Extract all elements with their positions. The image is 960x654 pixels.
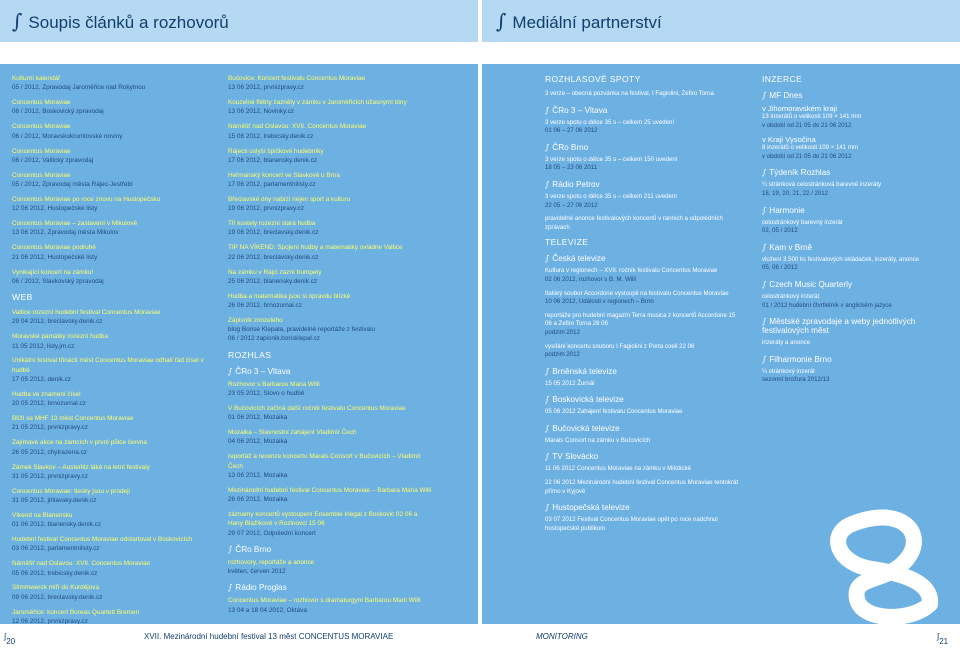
entry-title: Heřmanský koncert ve Slavkově u Brna [228, 171, 340, 179]
entry-title: Kulturní kalendář [12, 75, 61, 82]
subheading-ct [545, 253, 741, 263]
entry-source: květen, červen 2012 [228, 568, 286, 576]
item-text: 3 verze – obecná pozvánka na festival, I Fagiolini, Zefiro Torna [545, 90, 714, 97]
item-text: vložení 3.500 ks festivalových skládaček, inzeráty, anonce [762, 255, 920, 263]
item-meta: v období od 21 05 do 21 06 2012 [762, 152, 852, 160]
integral-hook-icon: ∫ [545, 365, 550, 376]
list-item [228, 316, 433, 344]
footer-festival-title: XVII. Mezinárodní hudební festival 13 měst CONCENTUS MORAVIAE [144, 632, 394, 641]
subheading-cro-brno [545, 142, 741, 152]
entry-title: Concentus Moraviae: tlesky jsou v prodeji [12, 487, 130, 495]
subheading-petrov [545, 179, 741, 189]
entry-source: 13 06 2012, Zpravodaj města Mikulov [12, 229, 119, 237]
section-heading-rozhlas: ROZHLAS [228, 349, 272, 360]
item-text: 11 06 2012 Concentus Moraviae na zámku v Milotické [545, 465, 691, 473]
entry-title: Zámek Slavkov – Austerlitz láká na letní festivaly [12, 463, 150, 471]
list-item [228, 219, 433, 238]
list-item [228, 98, 433, 117]
list-item [12, 511, 217, 530]
item-meta: podzim 2012 [545, 351, 580, 359]
list-item [228, 195, 433, 214]
subheading-label: MF Dnes [769, 91, 803, 100]
left-header [0, 0, 478, 42]
integral-hook-icon: ∫ [228, 365, 233, 376]
item-text: 22 06 2012 Mezinárodní hudební festival Concentus Moraviae tentokrát přímo v Kyjově [545, 479, 739, 495]
list-item [545, 156, 741, 173]
entry-title: Víkend na Blanensku [12, 511, 73, 519]
list-item [228, 243, 433, 262]
item-text: celostránkový barevný inzerát [762, 218, 843, 226]
item-text: inzeráty a anonce [762, 339, 811, 347]
subheading-label: Hustopečská televize [552, 503, 630, 513]
entry-source: 01 06 2012, Mozaika [228, 414, 288, 422]
item-meta: 10 06 2012, Události v regionech – Brno [545, 298, 654, 306]
subheading-bucovicka [545, 423, 741, 433]
entry-title: Rájecti uslyší špičkové hudebníky [228, 147, 324, 155]
entry-title: Hudba a matematika jsou si opravdu blízké [228, 292, 351, 300]
subheading-label: Rádio Proglas [235, 583, 287, 593]
entry-title: Rozhovor s Barbarou Maria Willi [228, 380, 320, 388]
item-meta: 02, 05 / 2012 [762, 227, 798, 235]
list-item [545, 290, 741, 307]
list-item [12, 608, 217, 624]
left-page-title: ∫ Soupis článků a rozhovorů [12, 9, 229, 33]
subheading-inzerce [762, 316, 952, 335]
entry-title: Concentus Moraviae [12, 171, 71, 179]
integral-hook-icon: ∫ [545, 394, 550, 405]
entry-source: 05 06 2012, trebicsky.denik.cz [12, 569, 98, 577]
footer-page-number: ∫ 21 [937, 632, 949, 646]
item-text: 15 05 2012 Žurnál [545, 379, 595, 387]
entry-source: 04 06 2012, Mozaika [228, 438, 288, 446]
integral-hook-icon: ∫ [496, 9, 507, 33]
list-item [12, 463, 217, 482]
subheading-inzerce [762, 205, 952, 215]
right-column-radio-tv [545, 74, 741, 538]
list-item [545, 465, 741, 474]
item-text: reportáže pro hudební magazín Terra musica z koncertů Accordone 15 06 a Zefiro Torna 28 06 [545, 311, 736, 328]
item-meta: 02 06 2012, rozhovor s B. M. Willi [545, 275, 637, 283]
entry-source: 06 / 2012, Boskovický zpravodaj [12, 108, 104, 116]
entry-source: 05 / 2012, Zpravodaj města Rájec-Jestřebí [12, 181, 133, 189]
item-meta: v období od 21 05 do 21 06 2012 [762, 121, 852, 129]
list-item [12, 308, 217, 327]
subheading-vltava [545, 105, 741, 115]
left-page [0, 0, 478, 654]
entry-title: Concentus Moraviae [12, 123, 71, 131]
integral-hook-icon: ∫ [12, 9, 23, 33]
subheading-inzerce [762, 90, 952, 100]
section-heading-radio-spots: ROZHLASOVÉ SPOTY [545, 74, 641, 84]
entry-source: 31 05 2012, jihlavsky.denik.cz [12, 497, 97, 504]
list-item [12, 390, 217, 409]
entry-title: Vynikající koncert na zámku! [12, 268, 94, 276]
list-item [228, 122, 433, 141]
entry-title: Bučovice: Koncert festivalu Concentus Moraviae [228, 75, 366, 82]
inzerce-region: v Jihomoravském kraji [762, 104, 838, 113]
list-item [228, 404, 433, 423]
entry-title: Kouzelné flétny zazněly v zámku v Jaroměřicích úžasnými tóny [228, 99, 407, 107]
infinity-eight-icon [812, 504, 952, 624]
entry-title: rozhovory, reportáže a anonce [228, 558, 315, 566]
subheading-label: ČRo 3 – Vltava [235, 366, 291, 376]
list-item [12, 74, 217, 93]
entry-title: reportáž a recenze koncertu Marais Consort v Bučovicích – Vladimír Čech [228, 453, 421, 470]
entry-title: Concentus Moraviae – rozhovor s dramaturgyní Barbarou Marií Willi [228, 597, 421, 605]
section-heading-inzerce: INZERCE [762, 74, 803, 84]
left-column-1 [12, 74, 217, 624]
entry-source: 06 / 2012, Moravskokrumlovské noviny [12, 132, 123, 140]
subheading-boskovicka [545, 394, 741, 404]
item-text: ¼ stránkový inzerát [762, 367, 815, 375]
entry-source: 21 06 2012, Hustopečské listy [12, 253, 98, 261]
list-item [228, 428, 433, 447]
subheading-label: Filharmonie Brno [769, 354, 832, 364]
left-content-panel [0, 64, 478, 624]
entry-title: Concentus Moraviae podruhé [12, 244, 96, 252]
list-item [12, 559, 217, 578]
integral-hook-icon: ∫ [762, 204, 767, 215]
item-meta: 05, 06 / 2012 [762, 264, 798, 272]
list-item [762, 113, 952, 130]
inzerce-region: v Kraji Vysočina [762, 135, 816, 145]
list-item [12, 243, 217, 262]
item-text: pravidelné anonce festivalových koncertů v rannich a odpoledních zprávách [545, 215, 723, 231]
subheading-label: Týdeník Rozhlas [769, 168, 831, 178]
list-item [762, 256, 952, 273]
entry-title: Unikátní festival třinácti měst Concentus Moraviae odhalí řád čísel v hudbě [12, 357, 204, 374]
entry-source: 11 05 2012, listy.jm.cz [12, 342, 75, 350]
subheading-label: Boskovická televize [552, 395, 624, 405]
item-meta: 18, 19, 20, 21, 22 / 2012 [762, 189, 829, 197]
list-item [12, 535, 217, 554]
integral-hook-icon: ∫ [762, 241, 767, 252]
subheading-label: Bučovická televize [552, 423, 620, 433]
item-meta: 01 / 2012 hudební čtvrtletník v anglickém jazyce [762, 301, 892, 309]
integral-hook-icon: ∫ [762, 90, 767, 100]
subheading-brnenska [545, 366, 741, 376]
item-text: Italský soubor Accordone vystoupil na festivalu Concentus Moraviae [545, 289, 729, 297]
list-item [12, 219, 217, 238]
entry-title: Stimmwerck míří do Kurdějova [12, 584, 100, 592]
entry-title: Valtice rozezní hudební festival Concentus Moraviae [12, 309, 161, 317]
entry-source: 09 06 2012, breclavsky.denik.cz [12, 593, 103, 601]
entry-source: 15 06 2012, trebicsky.denik.cz [228, 132, 314, 140]
entry-source: 06 / 2012, Valtický zpravodaj [12, 156, 94, 164]
list-item [545, 380, 741, 389]
left-column-2 [228, 74, 433, 621]
entry-title: Concentus Moraviae – zastavení v Mikulově [12, 220, 138, 228]
list-item [228, 510, 433, 538]
list-item [228, 486, 433, 505]
item-text: 3 verze spotu o délce 35 s – celkem 25 uvedení [545, 118, 675, 126]
list-item [545, 312, 741, 338]
item-text: Marais Consort na zámku v Bučovicích [545, 436, 651, 444]
list-item [545, 267, 741, 284]
subheading-label: Kam v Brně [769, 242, 813, 252]
section-heading-tv: TELEVIZE [545, 237, 589, 248]
entry-source: 13 06 2012, prvnizpravy.cz [228, 84, 304, 92]
entry-title: Concentus Moraviae [12, 147, 71, 155]
integral-hook-icon: ∫ [545, 104, 550, 115]
list-item [228, 558, 433, 577]
list-item [228, 74, 433, 93]
entry-title: V Bučovicích začíná další ročník festivalu Concentus Moraviae [228, 404, 406, 412]
subheading-label: Česká televize [552, 254, 606, 264]
list-item [12, 268, 217, 287]
entry-title: Zajímavé akce na zámcích v první půlce června [12, 439, 147, 447]
list-item [12, 487, 217, 506]
right-footer [482, 627, 960, 647]
integral-hook-icon: ∫ [545, 451, 550, 462]
entry-source: 29 04 2012, breclavsky.denik.cz [12, 318, 103, 326]
list-item [12, 356, 217, 384]
list-item [545, 119, 741, 136]
entry-source: 26 06 2012, brnozurnal.cz [228, 301, 302, 309]
entry-title: Náměšť nad Oslavou: XVII. Concentus Moraviae [228, 123, 367, 131]
list-item [228, 596, 433, 615]
integral-hook-icon: ∫ [762, 167, 767, 178]
list-item [228, 292, 433, 311]
integral-hook-icon: ∫ [545, 253, 550, 264]
entry-source: 19 06 2012, breclavsky.denik.cz [228, 229, 319, 237]
entry-source: 17 05 2012, denik.cz [12, 376, 71, 384]
item-text: 13 inzerátů o velikosti 109 × 141 mm [762, 113, 862, 120]
item-meta: 01 06 – 27 06 2012 [545, 127, 598, 135]
integral-hook-icon: ∫ [545, 422, 550, 433]
entry-source: 12 06 2012, Hustopečské listy [12, 205, 98, 213]
entry-source: 13 04 a 18 04 2012, Oktáva [228, 606, 307, 614]
list-item [545, 408, 741, 417]
right-content-panel [482, 64, 960, 624]
entry-source: 29 07 2012, Odpolední koncert [228, 529, 316, 537]
list-item [12, 98, 217, 117]
integral-hook-icon: ∫ [762, 316, 767, 327]
subheading-cro-brno [228, 544, 433, 554]
entry-source: 05 / 2012, Zpravodaj Jaroměřice nad Rokytnou [12, 84, 146, 92]
integral-hook-icon: ∫ [762, 353, 767, 364]
entry-title: Blíží se MHF 13 měst Concentus Moraviae [12, 415, 134, 423]
list-item [545, 437, 741, 446]
item-text: vysílání koncertu souboru I Fagiolini z Porta coeli 22 06 [545, 342, 695, 350]
entry-title: Na zámku v Rájci zazní trumpety [228, 268, 322, 276]
right-page [482, 0, 960, 654]
list-item [12, 438, 217, 457]
entry-source: 12 06 2012, prvnizpravy.cz [12, 617, 88, 624]
entry-source: 22 06 2012, breclavsky.denik.cz [228, 253, 319, 261]
entry-source: blog Borise Klepala, pravidelné reportáže z festivalu [228, 326, 376, 334]
list-item [545, 516, 741, 533]
subheading-inzerce [762, 279, 952, 289]
subheading-label: Harmonie [769, 205, 805, 215]
item-text: 8 inzerátů o velikosti 109 × 141 mm [762, 144, 859, 152]
entry-source: 25 06 2012, blanensky.denik.cz [228, 277, 318, 285]
entry-source: 19 06 2012, prvnizpravy.cz [228, 205, 304, 213]
list-item [762, 368, 952, 385]
list-item [545, 90, 741, 99]
entry-source: 17 06 2012, blanensky.denik.cz [228, 156, 318, 164]
entry-source: 17 06 2012, parlamentnilisty.cz [228, 181, 316, 189]
list-item [762, 293, 952, 310]
entry-title: Hudba ve znamení čísel [12, 390, 81, 398]
subheading-label: Rádio Petrov [552, 179, 600, 189]
item-text: 05 06 2012 Zahájení festivalu Concentus Moraviae [545, 408, 683, 416]
list-item [762, 219, 952, 236]
entry-source: 31 05 2012, prvnizpravy.cz [12, 472, 88, 480]
list-item [762, 339, 952, 348]
list-item [12, 414, 217, 433]
entry-source: 26 05 2012, chytrazena.cz [12, 448, 87, 456]
list-item [12, 332, 217, 351]
subheading-label: ČRo 3 – Vltava [552, 105, 608, 115]
list-item [228, 452, 433, 480]
entry-source: 06 / 2012, Slavkovský zpravodaj [12, 277, 104, 285]
item-text: celostránkový inzerát [762, 292, 820, 300]
integral-hook-icon: ∫ [545, 141, 550, 152]
entry-title: Jaroměřice: koncert Boreas Quartett Bremen [12, 608, 140, 616]
list-item [12, 583, 217, 602]
subheading-label: Městské zpravodaje a weby jednotlivých festivalových měst [762, 317, 916, 336]
entry-title: TIP NA VÍKEND: Spojení hudby a matematiky ovládne Valtice [228, 244, 403, 252]
item-text: 03 07 2012 Festival Concentus Moraviae opět po roce nadchnul hustopečské publikum [545, 516, 718, 532]
subheading-inzerce [762, 167, 952, 177]
subheading-hustopecska [545, 502, 741, 512]
item-meta: sezonní brožura 2012/13 [762, 376, 830, 384]
list-item [545, 215, 741, 232]
list-item [762, 181, 952, 198]
footer-page-number: ∫ 20 [4, 632, 16, 646]
list-item [12, 122, 217, 141]
entry-source: 13 06 2012, Mozaika [228, 471, 288, 479]
entry-title: Mezinárodní hudební festival Concentus Moraviae – Barbara Maria Willi [228, 486, 432, 494]
entry-title: Břeclavské dny nabízí nejen sport a kulturu [228, 195, 351, 203]
list-item [12, 147, 217, 166]
entry-source: 13 06 2012, Novinky.cz [228, 108, 294, 116]
list-item [228, 147, 433, 166]
entry-title: Tři kostely rozezní stará hudba [228, 220, 316, 228]
list-item [545, 193, 741, 210]
entry-source: 06 / 2012 zapisnik.borisklepal.cz [228, 335, 321, 343]
list-item [545, 343, 741, 360]
entry-title: Zápisník zmizelého [228, 316, 283, 324]
subheading-label: ČRo Brno [552, 142, 589, 152]
item-text: 3 verze spotu o délce 35 s – celkem 150 uvedení [545, 155, 678, 163]
right-column-inzerce [762, 74, 952, 390]
item-text: ¼ stránková celostránková barevné inzeráty [762, 181, 882, 189]
item-meta: 22 05 – 27 06 2012 [545, 201, 598, 209]
footer-section: MONITORING [536, 632, 588, 641]
entry-title: Concentus Moraviae [12, 99, 71, 107]
item-text: 3 verze spotu o délce 35 s – celkem 211 uvedení [545, 192, 678, 200]
list-item [228, 380, 433, 399]
left-footer [0, 627, 478, 647]
integral-hook-icon: ∫ [228, 582, 233, 593]
section-heading-web: WEB [12, 292, 33, 303]
integral-hook-icon: ∫ [762, 278, 767, 289]
right-header [482, 0, 960, 42]
integral-hook-icon: ∫ [545, 502, 550, 513]
entry-title: Náměšť nad Oslavou: XVII. Concentus Moraviae [12, 560, 151, 568]
entry-title: Hudební festival Concentus Moraviae odstartoval v Boskovicích [12, 536, 193, 544]
list-item [228, 171, 433, 190]
entry-source: 23 05 2012, Slovo o hudbě [228, 390, 305, 398]
subheading-inzerce [762, 354, 952, 364]
item-text: Kultura v regionech – XVII. ročník festivalu Concentus Moraviae [545, 267, 718, 275]
subheading-vltava [228, 366, 433, 376]
right-page-title: ∫ Mediální partnerství [496, 9, 662, 33]
list-item [12, 171, 217, 190]
list-item [228, 268, 433, 287]
subheading-inzerce [762, 242, 952, 252]
integral-hook-icon: ∫ [228, 543, 233, 554]
subheading-label: ČRo Brno [235, 544, 272, 554]
entry-title: Moravské památky rozezní hudba [12, 333, 108, 341]
integral-hook-icon: ∫ [545, 178, 550, 189]
subheading-label: TV Slovácko [552, 452, 599, 462]
list-item [545, 479, 741, 496]
entry-title: Mozaika – Slavnostní zahájení Vladimír Čech [228, 429, 357, 437]
subheading-label: Czech Music Quarterly [769, 279, 853, 289]
entry-title: záznamy koncertů vystoupení Ensemble Inégal z Boskovic 02 06 a Hany Blažíkové v Rozinovci 15 06 [228, 511, 418, 528]
subheading-proglas [228, 582, 433, 592]
item-meta: podzim 2012 [545, 328, 580, 336]
item-meta: 18 05 – 23 06 2011 [545, 164, 598, 172]
entry-source: 26 06 2012, Mozaika [228, 496, 288, 504]
entry-source: 20 05 2012, brnozurnal.cz [12, 400, 86, 408]
entry-source: 01 06 2012, blanensky.denik.cz [12, 521, 102, 529]
list-item [12, 195, 217, 214]
entry-title: Concentus Moraviae po roce znovu na Hustopečsku [12, 195, 161, 203]
entry-source: 21 05 2012, prvnizpravy.cz [12, 424, 88, 432]
subheading-label: Brněnská televize [552, 366, 617, 376]
entry-source: 03 06 2012, parlamentnilisty.cz [12, 545, 100, 553]
subheading-slovacko [545, 451, 741, 461]
list-item [762, 144, 952, 161]
